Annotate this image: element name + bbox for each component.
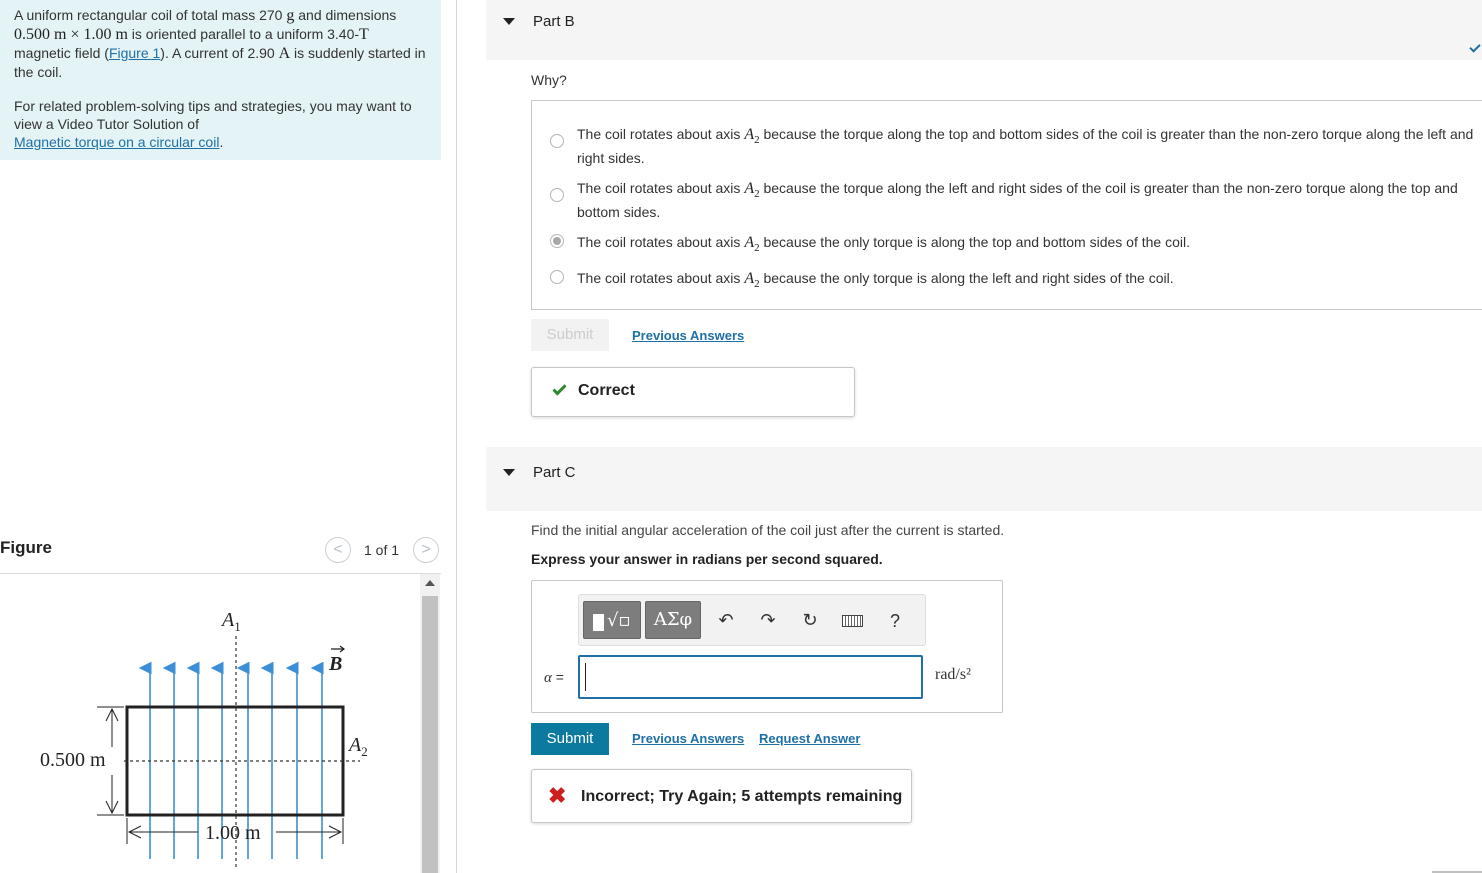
figure-counter: 1 of 1 [364,542,400,558]
part-b-feedback [531,367,855,417]
symbols-button[interactable]: ΑΣφ [645,601,701,639]
problem-statement [0,0,441,160]
templates-button[interactable] [583,601,641,639]
figure-scrollbar[interactable] [420,574,440,873]
radio-button-selected[interactable] [550,234,564,248]
choice-option-1[interactable]: The coil rotates about axis $A_2$ because the torque along the top and bottom sides of the coil is greater than the non-zero torque along the left and right sides. [532,125,1482,165]
help-icon[interactable]: ? [889,611,900,631]
label-b-field: B [329,653,343,675]
part-b-header[interactable] [486,0,1482,60]
part-c-submit-button[interactable]: Submit [531,723,609,755]
answer-box [531,580,1003,713]
scroll-up-arrow-icon[interactable] [425,580,435,586]
radio-button[interactable] [550,270,564,284]
figure-header [0,532,441,572]
part-c-previous-answers-link[interactable]: Previous Answers [632,731,745,746]
keyboard-icon[interactable] [840,609,864,633]
label-a2: $A_2$ [349,734,368,759]
figure-title: Figure [0,538,52,557]
feedback-text: Correct [578,382,635,399]
part-b-title: Part B [533,13,575,30]
part-c-header[interactable] [486,447,1482,511]
scrollbar-thumb[interactable] [422,596,438,873]
variable-label: α = [544,669,564,686]
correct-check-icon [552,381,566,395]
collapse-caret-icon[interactable] [503,469,515,476]
coil-dimensions: 0.500 m × 1.00 m [14,26,128,43]
unit-label: rad/s² [935,666,971,683]
radical-icon: √▫ [607,610,631,631]
label-height: 0.500 m [40,749,106,771]
figure-prev-button[interactable]: < [325,537,351,563]
choice-option-3[interactable]: The coil rotates about axis $A_2$ because the only torque is along the top and bottom sides of the coil. [532,233,1482,253]
answer-input[interactable] [578,655,923,699]
part-c-question: Find the initial angular acceleration of the coil just after the current is started. [531,522,1005,538]
incorrect-x-icon: ✖ [548,783,567,808]
tips-text: For related problem-solving tips and strategies, you may want to view a Video Tutor Solution of Magnetic torque on a circular coil. [14,98,412,150]
collapse-caret-icon[interactable] [503,18,515,25]
template-box-icon [593,614,604,631]
part-c-title: Part C [533,464,576,481]
part-b-previous-answers-link[interactable]: Previous Answers [632,328,745,343]
choice-option-4[interactable]: The coil rotates about axis $A_2$ because the only torque is along the left and right sides of the coil. [532,269,1482,289]
math-toolbar [578,594,926,646]
label-a1: $A_1$ [222,609,241,634]
problem-text: A uniform rectangular coil of total mass 270 g and dimensions 0.500 m × 1.00 m is oriented parallel to a uniform 3.40-T magnetic field (Figure 1). A current of 2.90 A is suddenly started in the coil. [14,7,426,80]
undo-icon[interactable]: ↶ [718,610,734,631]
column-divider [456,0,457,873]
part-c-feedback [531,769,912,823]
figure-link[interactable]: Figure 1 [108,45,161,61]
part-b-question: Why? [531,72,567,88]
choices-list [531,100,1482,310]
figure-next-button[interactable]: > [413,537,439,563]
radio-button[interactable] [550,134,564,148]
video-tutor-link[interactable]: Magnetic torque on a circular coil [14,134,220,150]
radio-button[interactable] [550,188,564,202]
label-width: 1.00 m [205,822,261,844]
request-answer-link[interactable]: Request Answer [759,731,861,746]
part-b-submit-button[interactable]: Submit [531,319,609,351]
coil-figure [0,574,420,873]
choice-option-2[interactable]: The coil rotates about axis $A_2$ because the torque along the left and right sides of the coil is greater than the non-zero torque along the top and bottom sides. [532,179,1482,219]
part-c-instruction: Express your answer in radians per second squared. [531,551,883,567]
vector-arrow-icon [331,646,344,652]
redo-icon[interactable]: ↷ [760,610,776,631]
feedback-text: Incorrect; Try Again; 5 attempts remaining [581,788,903,805]
text-caret [585,663,586,691]
reset-icon[interactable]: ↻ [802,610,818,631]
